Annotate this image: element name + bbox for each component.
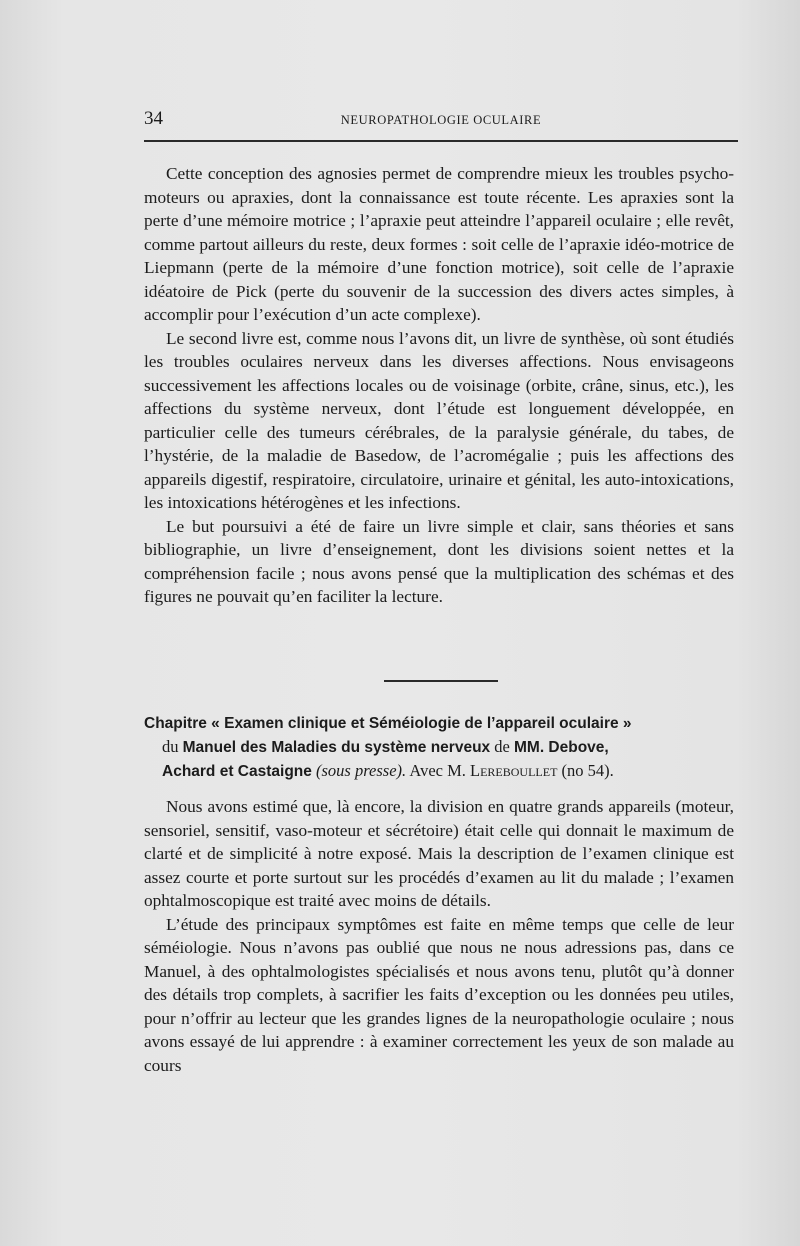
book-authors-2: Achard et Castaigne (162, 763, 312, 780)
text-section-agnosies (144, 162, 734, 609)
chapter-du: du (162, 737, 179, 756)
paragraph: L’étude des principaux symptômes est faite en même temps que celle de leur séméiologie. Nous n’avons pas oublié que nous ne nous adressions pas, dans ce Manuel, à des ophtalmologistes spécialisés et nous avons tenu, plutôt qu’à donner des détails trop complets, à sacrifier les faits d’exception ou les données peu utiles, pour n’offrir au lecteur que les grandes lignes de la neuropathologie oculaire ; nous avons essayé de lui apprendre : à examiner correctement les yeux de son malade au cours (144, 914, 734, 1075)
publication-status: (sous presse). (316, 761, 407, 780)
paragraph: Le but poursuivi a été de faire un livre simple et clair, sans théories et sans bibliographie, un livre d’enseignement, dont les divisions soient nettes et la compréhension facile ; nous avons pensé que la multiplication des schémas et des figures ne pouvait qu’en faciliter la lecture. (144, 516, 734, 606)
chapter-reference (144, 712, 738, 783)
chapter-de: de (494, 737, 510, 756)
book-authors-1: MM. Debove, (514, 739, 609, 756)
paragraph: Nous avons estimé que, là encore, la division en quatre grands appareils (moteur, sensoriel, sensitif, vaso-moteur et sécrétoire) était celle qui donnait le maximum de clarté et de simplicité à notre exposé. Mais la description de l’examen clinique est assez courte et porte surtout sur les procédés d’examen au lit du malade ; l’examen ophtalmoscopique est traité avec moins de détails. (144, 797, 734, 910)
running-title: NEUROPATHOLOGIE OCULAIRE (340, 113, 542, 127)
page-header (144, 108, 738, 138)
chapter-title: Chapitre « Examen clinique et Séméiologie de l’appareil oculaire » (144, 715, 632, 732)
section-divider (384, 680, 498, 682)
paragraph: Cette conception des agnosies permet de comprendre mieux les troubles psycho-moteurs ou apraxies, dont la connaissance est toute récente. Les apraxies sont la perte d’une mémoire motrice ; l’apraxie peut atteindre l’appareil oculaire ; elle revêt, comme partout ailleurs du reste, deux formes : soit celle de l’apraxie idéo-motrice de Liepmann (perte de la mémoire d’une fonction motrice), soit celle de l’apraxie idéatoire de Pick (perte du souvenir de la succession des divers actes simples, à accomplir pour l’exécution d’un acte complexe). (144, 164, 734, 324)
coauthor-name: Lereboullet (470, 761, 558, 780)
page-number: 34 (144, 108, 163, 129)
paragraph: Le second livre est, comme nous l’avons dit, un livre de synthèse, où sont étudiés les troubles oculaires nerveux dans les diverses affections. Nous envisageons successivement les affections locales ou de voisinage (orbite, crâne, sinus, etc.), les affections du système nerveux, dont l’étude est longuement développée, en particulier celle des tumeurs cérébrales, de la paralysie générale, du tabes, de l’hystérie, de la maladie de Basedow, de l’acromégalie ; puis les affections des appareils digestif, respiratoire, circulatoire, urinaire et génital, les auto-intoxications, les intoxications hétérogènes et les infections. (144, 328, 734, 512)
chapter-source-line-2 (144, 759, 738, 783)
chapter-source-line (144, 735, 738, 759)
book-title: Manuel des Maladies du système nerveux (182, 739, 491, 756)
text-section-examen (144, 795, 734, 1077)
reference-number: (no 54). (561, 761, 614, 780)
header-rule (144, 140, 738, 142)
with-label: Avec M. (409, 761, 466, 780)
